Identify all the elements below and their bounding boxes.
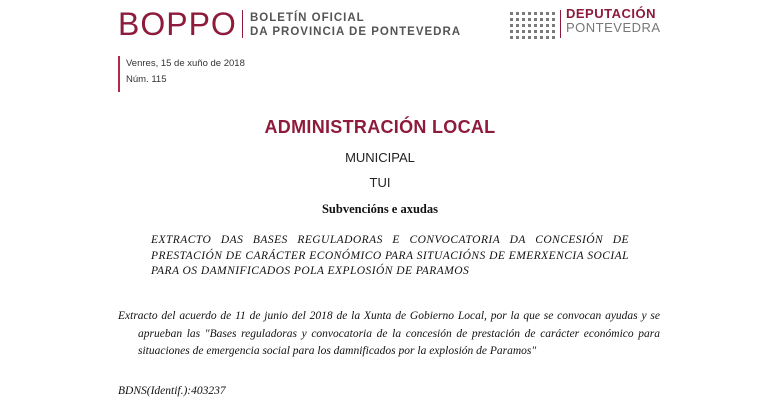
logo-divider	[242, 10, 243, 38]
subsection-title: MUNICIPAL	[345, 150, 415, 165]
bulletin-name-line1: BOLETÍN OFICIAL	[250, 12, 365, 24]
page-header	[0, 0, 760, 50]
bulletin-name	[250, 11, 461, 39]
issuer-name-line2: PONTEVEDRA	[566, 20, 661, 35]
section-title: ADMINISTRACIÓN LOCAL	[264, 117, 496, 137]
extract-title: EXTRACTO DAS BASES REGULADORAS E CONVOCATORIA DA CONCESIÓN DE PRESTACIÓN DE CARÁCTER ECONÓMICO PARA SITUACIÓNS DE EMERXENCIA SOCIAL PARA OS DAMNIFICADOS POLA EXPLOSIÓN DE PARAMOS	[151, 234, 629, 277]
issuer-name-line1: DEPUTACIÓN	[566, 6, 656, 21]
boppo-logo: BOPPO	[118, 6, 237, 42]
issue-number: Núm. 115	[126, 74, 167, 85]
issuer-divider	[560, 10, 561, 38]
body-paragraph: Extracto del acuerdo de 11 de junio del 2018 de la Xunta de Gobierno Local, por la que se convocan ayudas y se aprueban las "Bases reguladoras y convocatoria de la concesión de prestación de carácter económico para situaciones de emergencia social para los damnificados por la explosión de Paramos"	[118, 310, 660, 357]
issue-accent-bar	[118, 56, 120, 92]
dot-grid-icon	[508, 10, 558, 40]
issuer-name	[566, 7, 661, 35]
issue-date: Venres, 15 de xuño de 2018	[126, 58, 245, 69]
bdns-identifier: BDNS(Identif.):403237	[118, 385, 226, 397]
topic-heading: Subvencións e axudas	[321, 202, 438, 216]
municipality-name: TUI	[369, 175, 391, 190]
bulletin-name-line2: DA PROVINCIA DE PONTEVEDRA	[250, 26, 462, 38]
